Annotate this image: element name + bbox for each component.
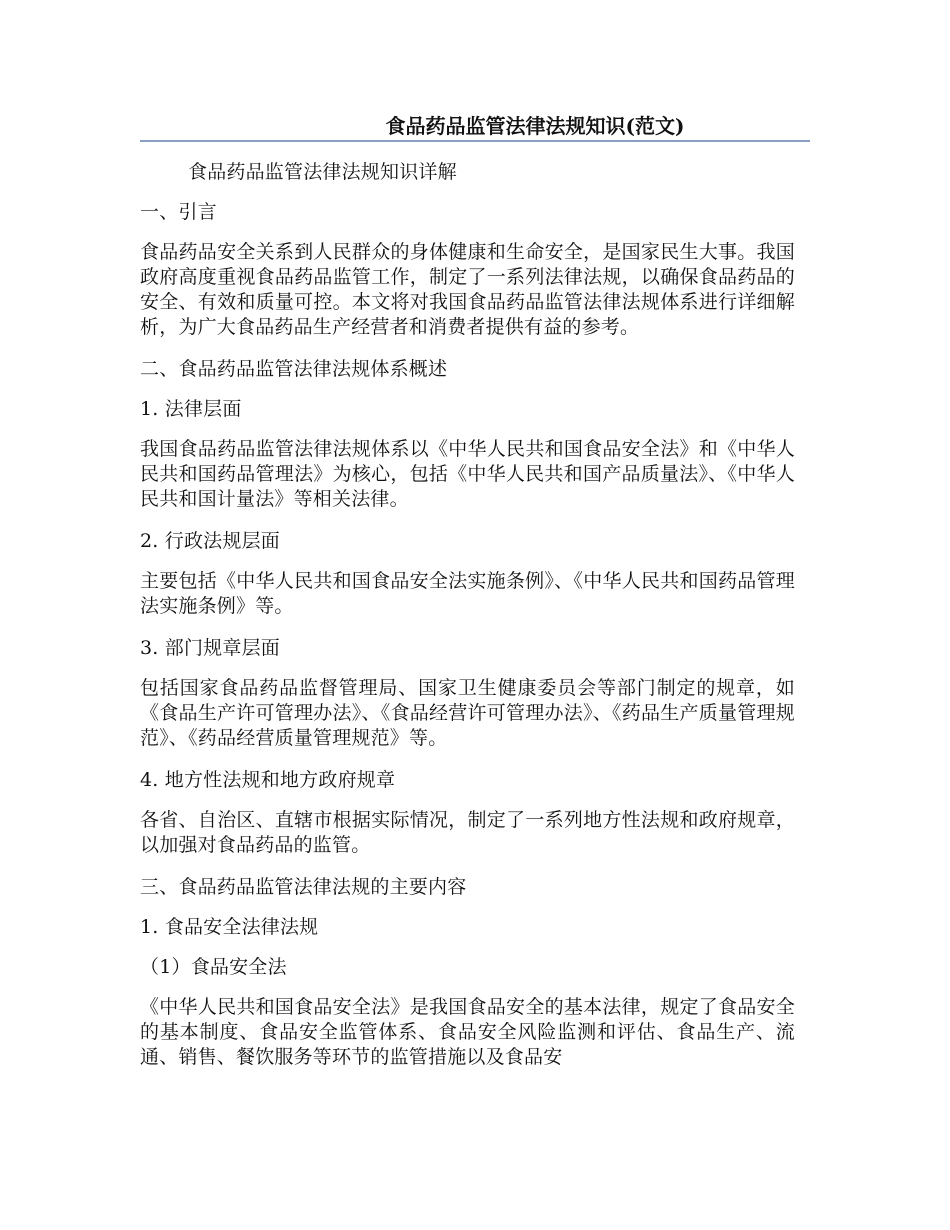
subsection-heading-law-level: 1. 法律层面 xyxy=(140,398,242,420)
paragraph-introduction: 食品药品安全关系到人民群众的身体健康和生命安全，是国家民生大事。我国政府高度重视食品药品监管工作，制定了一系列法律法规，以确保食品药品的安全、有效和质量可控。本文将对我国食品药品监管法律法规体系进行详细解析，为广大食品药品生产经营者和消费者提供有益的参考。 xyxy=(140,241,795,338)
subsection-heading-food-safety-law: （1）食品安全法 xyxy=(140,956,287,978)
document-body xyxy=(140,160,795,1087)
document-title: 食品药品监管法律法规知识(范文) xyxy=(385,114,685,138)
paragraph-local-regulations: 各省、自治区、直辖市根据实际情况，制定了一系列地方性法规和政府规章，以加强对食品药品的监管。 xyxy=(140,809,795,856)
subsection-heading-local-regulations: 4. 地方性法规和地方政府规章 xyxy=(140,769,396,791)
paragraph-department-rules: 包括国家食品药品监督管理局、国家卫生健康委员会等部门制定的规章，如《食品生产许可管理办法》、《食品经营许可管理办法》、《药品生产质量管理规范》、《药品经营质量管理规范》等。 xyxy=(140,677,795,749)
section-heading-overview: 二、食品药品监管法律法规体系概述 xyxy=(140,358,448,380)
section-heading-main-content: 三、食品药品监管法律法规的主要内容 xyxy=(140,876,467,898)
paragraph-food-safety-law: 《中华人民共和国食品安全法》是我国食品安全的基本法律，规定了食品安全的基本制度、食品安全监管体系、食品安全风险监测和评估、食品生产、流通、销售、餐饮服务等环节的监管措施以及食品安 xyxy=(140,996,795,1068)
paragraph-administrative-regulations: 主要包括《中华人民共和国食品安全法实施条例》、《中华人民共和国药品管理法实施条例》等。 xyxy=(140,570,795,617)
document-subtitle: 食品药品监管法律法规知识详解 xyxy=(188,161,457,183)
subsection-heading-administrative-regulations: 2. 行政法规层面 xyxy=(140,530,280,552)
subsection-heading-department-rules: 3. 部门规章层面 xyxy=(140,637,280,659)
section-heading-introduction: 一、引言 xyxy=(140,201,217,223)
paragraph-law-level: 我国食品药品监管法律法规体系以《中华人民共和国食品安全法》和《中华人民共和国药品管理法》为核心，包括《中华人民共和国产品质量法》、《中华人民共和国计量法》等相关法律。 xyxy=(140,438,795,510)
subsection-heading-food-safety-laws: 1. 食品安全法律法规 xyxy=(140,916,319,938)
title-underline xyxy=(140,140,810,142)
